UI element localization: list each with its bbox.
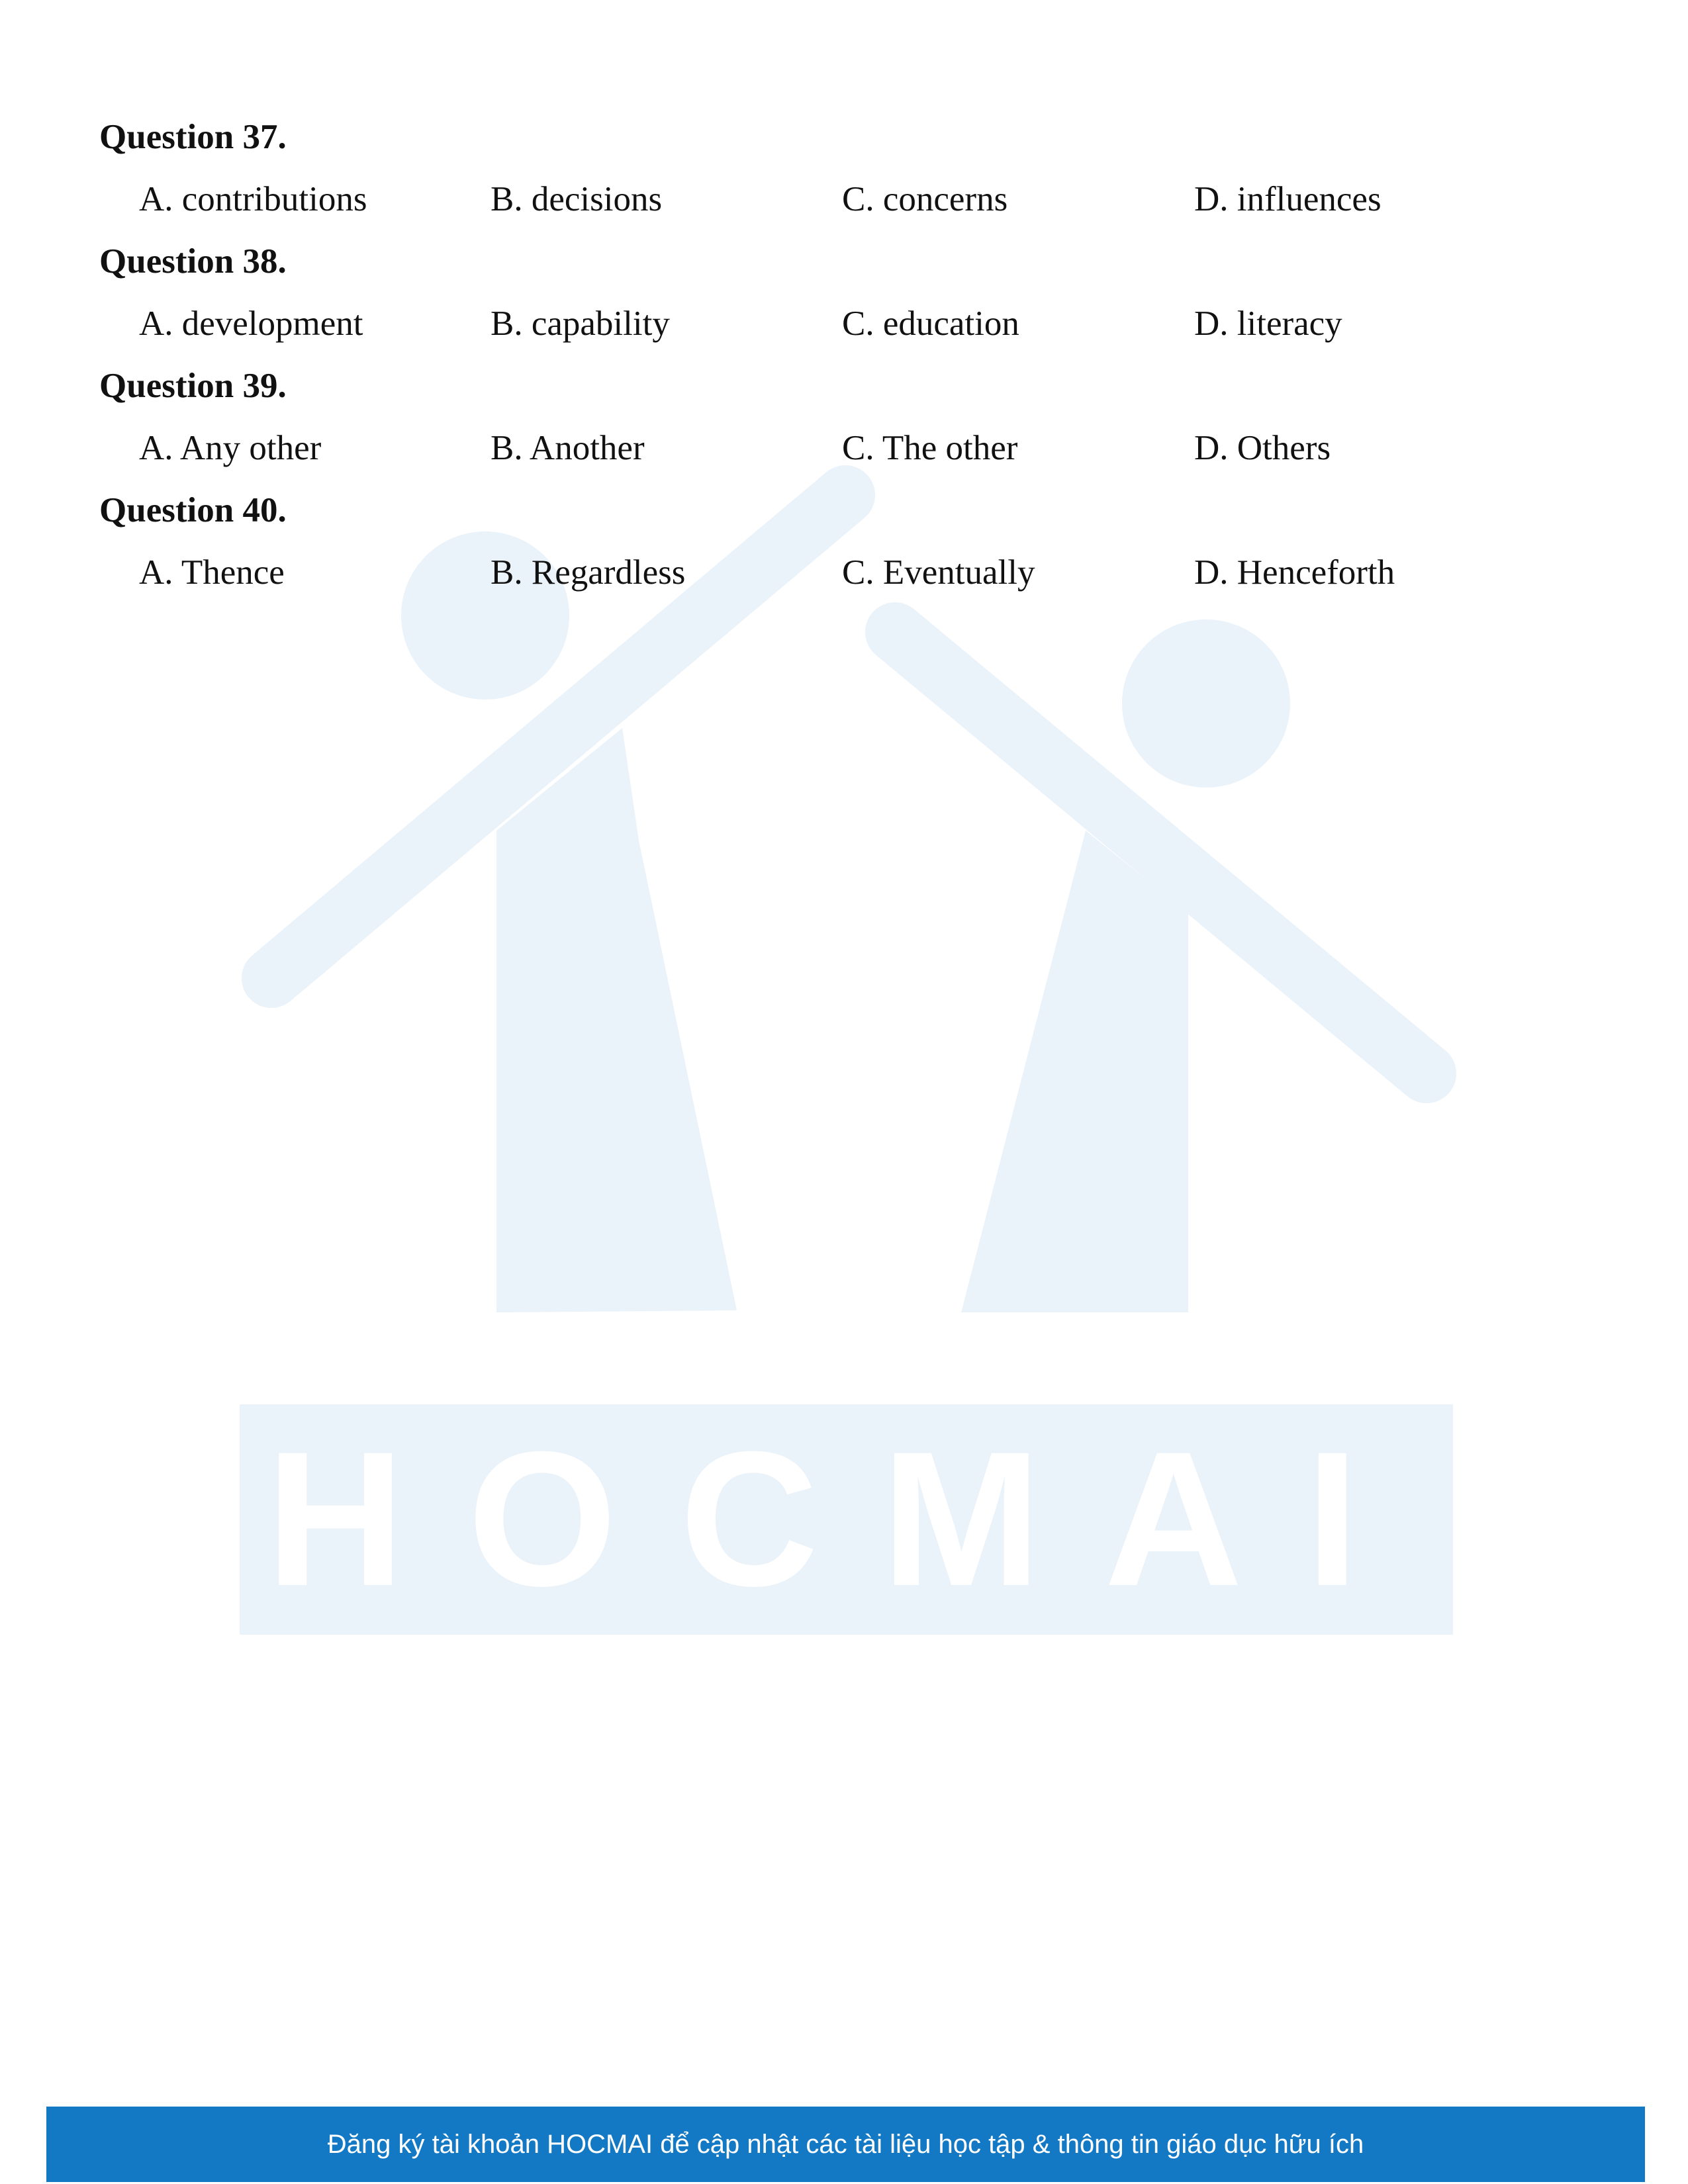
option-b: B. Another — [491, 429, 645, 467]
option-a: A. Any other — [139, 429, 322, 467]
option-a: A. Thence — [139, 553, 285, 592]
question-title: Question 40. — [99, 491, 287, 529]
brand-text: HOCMAI — [265, 1412, 1423, 1626]
option-b: B. decisions — [491, 180, 663, 218]
question-40 — [99, 479, 1589, 604]
answer-options — [99, 293, 1589, 355]
answer-options — [99, 168, 1589, 230]
question-37 — [99, 106, 1589, 230]
option-d: D. Others — [1194, 429, 1331, 467]
option-d: D. Henceforth — [1194, 553, 1395, 592]
question-38 — [99, 230, 1589, 355]
option-d: D. influences — [1194, 180, 1382, 218]
answer-options — [99, 541, 1589, 604]
question-title: Question 39. — [99, 367, 287, 405]
question-list — [99, 106, 1589, 604]
question-title: Question 38. — [99, 242, 287, 281]
option-a: A. development — [139, 304, 363, 343]
option-b: B. Regardless — [491, 553, 686, 592]
option-d: D. literacy — [1194, 304, 1342, 343]
option-a: A. contributions — [139, 180, 367, 218]
option-b: B. capability — [491, 304, 670, 343]
footer-text[interactable]: Đăng ký tài khoản HOCMAI để cập nhật các tài liệu học tập & thông tin giáo dục hữu ích — [327, 2129, 1364, 2159]
option-c: C. education — [842, 304, 1019, 343]
question-title: Question 37. — [99, 118, 287, 156]
option-c: C. The other — [842, 429, 1018, 467]
option-c: C. concerns — [842, 180, 1008, 218]
footer-banner[interactable] — [46, 2107, 1645, 2182]
option-c: C. Eventually — [842, 553, 1035, 592]
answer-options — [99, 417, 1589, 479]
question-39 — [99, 355, 1589, 479]
two-figures-icon — [271, 495, 1427, 1312]
